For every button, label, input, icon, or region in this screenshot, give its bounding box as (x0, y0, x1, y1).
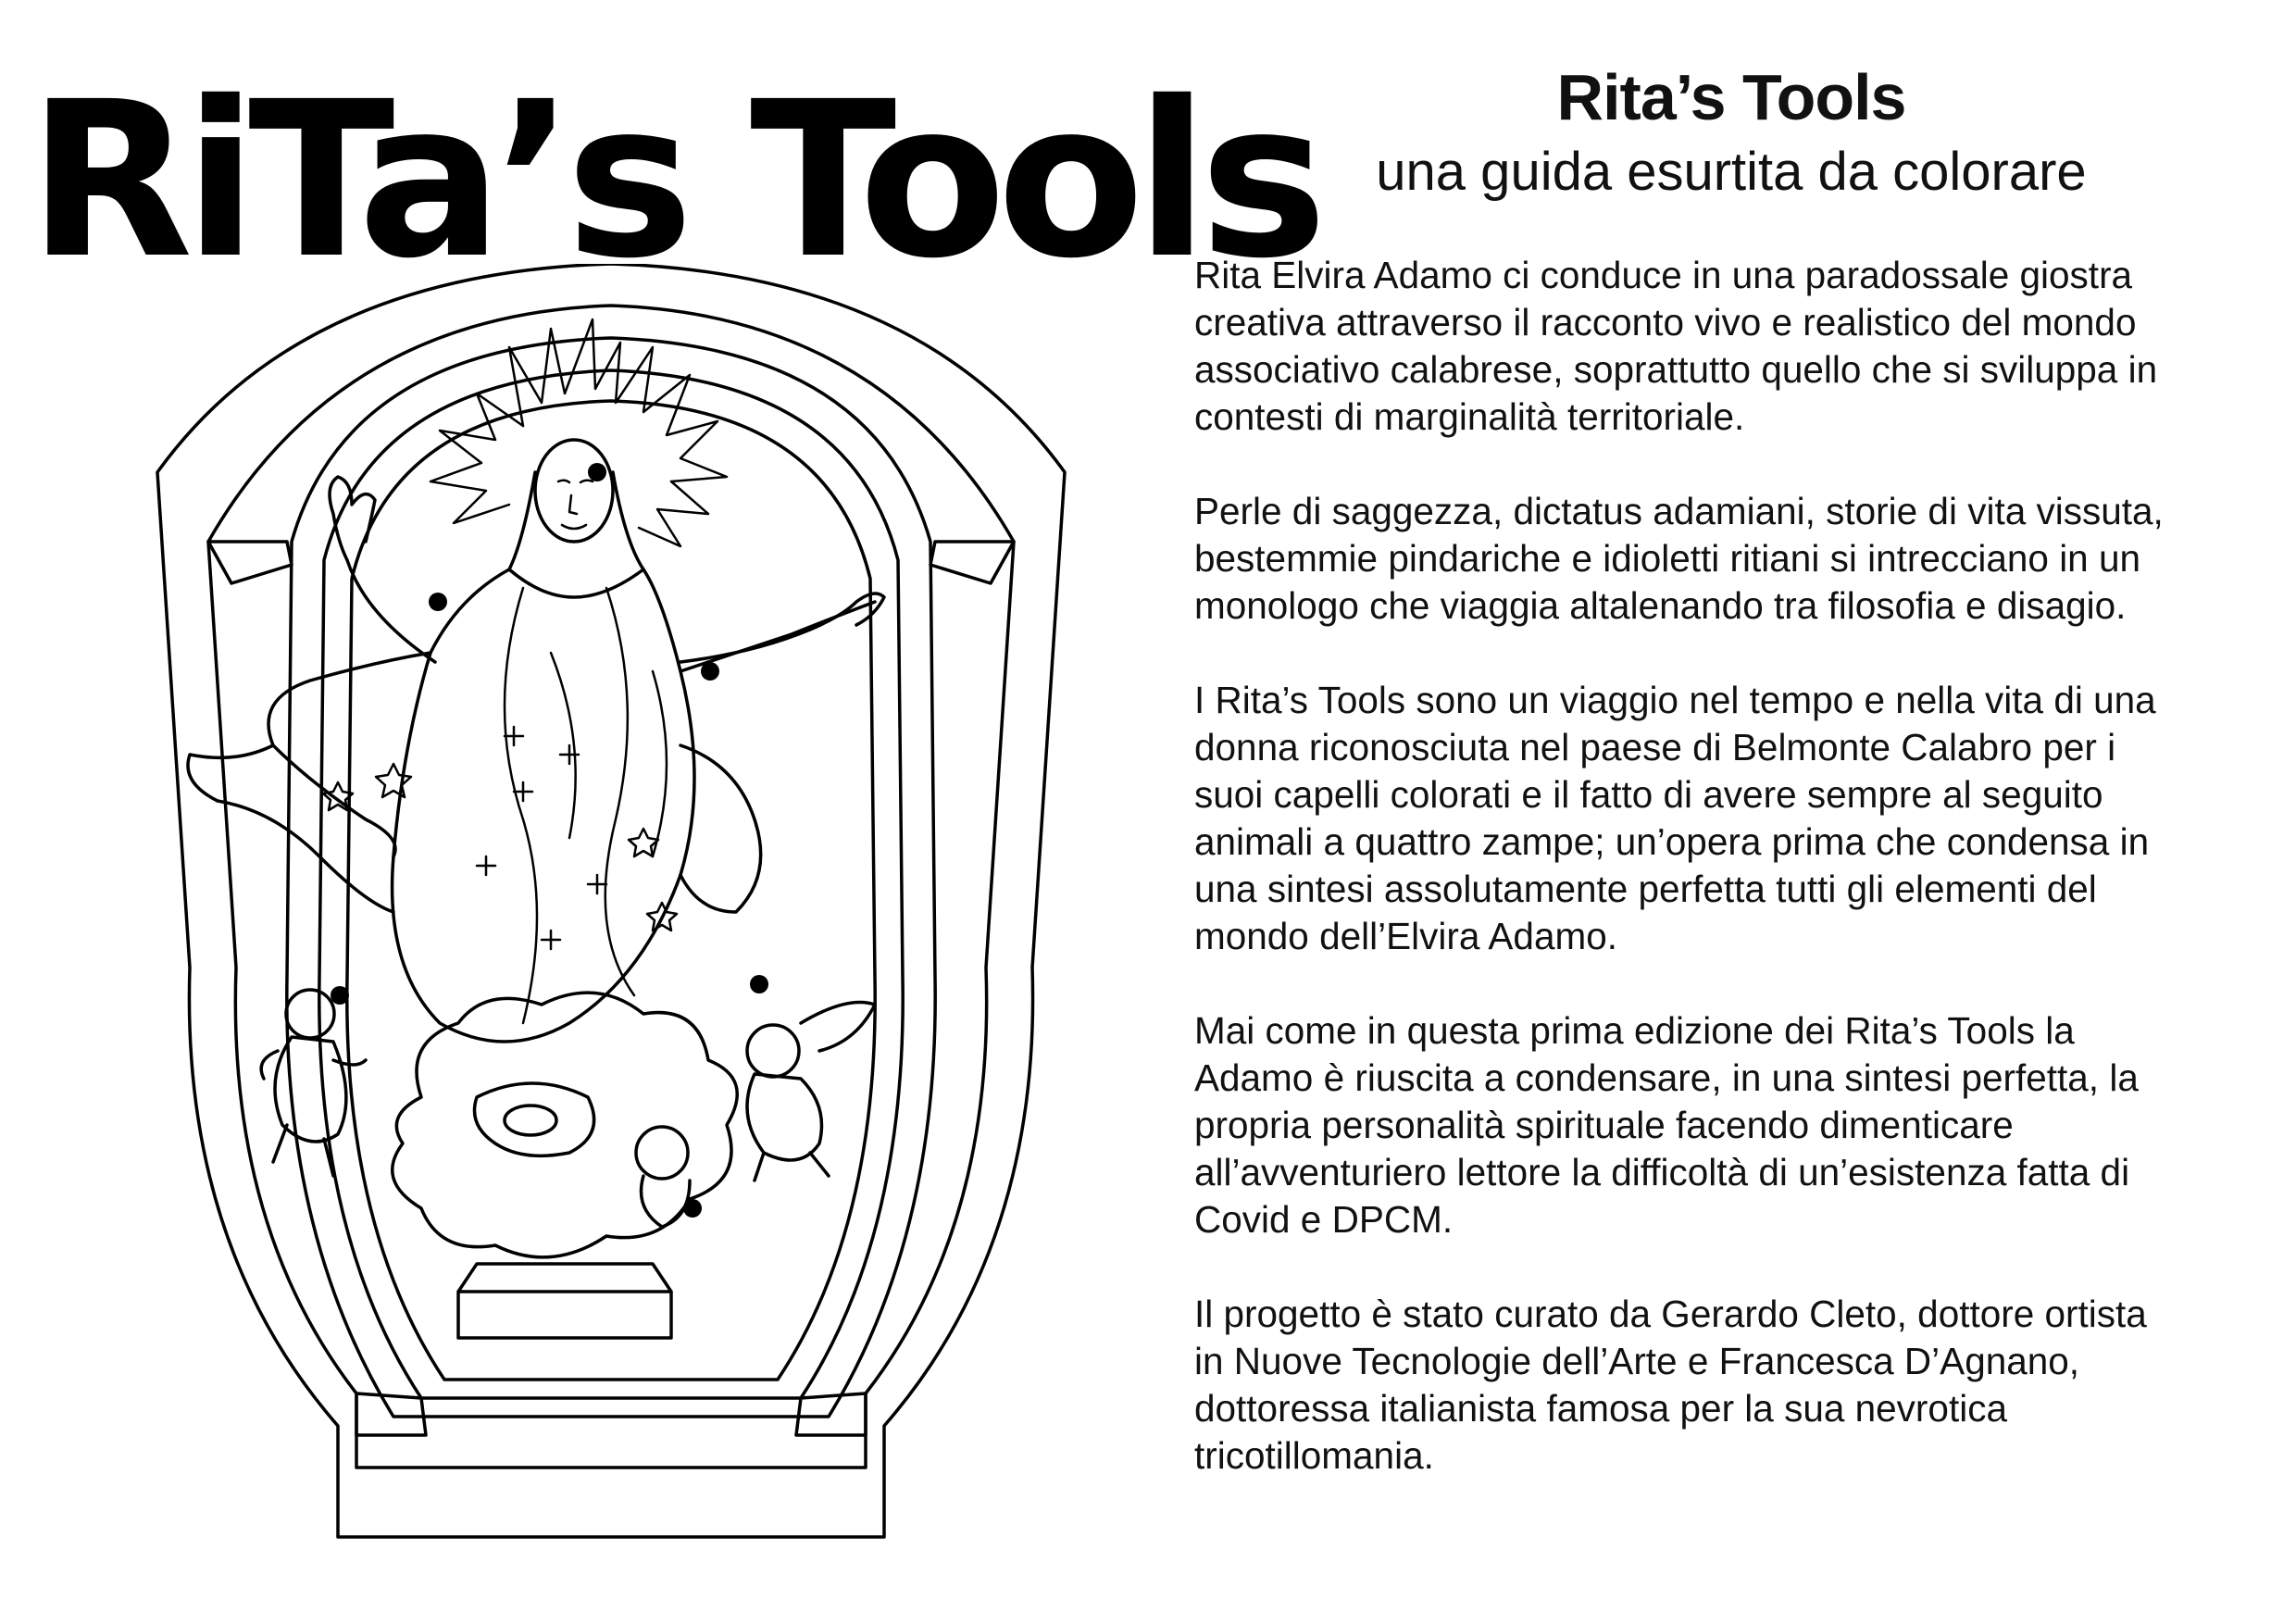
robe-stars (323, 727, 677, 949)
description-column (1194, 56, 2268, 1527)
paragraph: Rita Elvira Adamo ci conduce in una paradossale giostra creativa attraverso il racconto vivo e realistico del mondo associativo calabrese, soprattutto quello che si sviluppa in contesti di marginalità territoriale. (1194, 254, 2158, 438)
niche-arch-inner (319, 370, 903, 1398)
logo-wordmark: RiTa’s Tools (28, 56, 1318, 306)
niche-arch-core (347, 401, 875, 1380)
paragraph: I Rita’s Tools sono un viaggio nel tempo e nella vita di una donna riconosciuta nel paese di Belmonte Calabro per i suoi capelli colorati e il fatto di avere sempre al seguito animali a quattro zampe; un’opera prima che condensa in una sintesi assolutamente perfetta tutti gli elementi del mondo dell’Elvira Adamo. (1194, 679, 2156, 957)
madonna-head (535, 440, 613, 542)
book-subtitle: una guida esurtita da colorare (1376, 142, 2087, 202)
cloud-base (393, 993, 738, 1257)
cherub-bottom (636, 1127, 690, 1227)
pedestal (458, 1264, 671, 1338)
book-title: Rita’s Tools (1556, 61, 1906, 133)
halo-rays (430, 319, 727, 546)
madonna-right-arm (680, 593, 884, 662)
paragraph: Mai come in questa prima edizione dei Rita’s Tools la Adamo è riuscita a condensare, in una sintesi perfetta, la propria personalità spirituale facendo dimenticare all’avventuriero lettore la difficoltà di un’esistenza fatta di Covid e DPCM. (1194, 1009, 2139, 1241)
outer-frame (157, 264, 1065, 1537)
paragraph: Il progetto è stato curato da Gerardo Cleto, dottore ortista in Nuove Tecnologie dell’Arte e Francesca D’Agnano, dottoressa italianista famosa per la sua nevrotica tricotillomania. (1194, 1293, 2147, 1477)
paragraph: Perle di saggezza, dictatus adamiani, storie di vita vissuta, bestemmie pindariche e idioletti ritiani si intrecciano in un monologo che viaggia altalenando tra filosofia e disagio. (1194, 490, 2164, 627)
madonna-robe (393, 569, 694, 1042)
body-text (1194, 252, 2268, 1480)
madonna-niche-illustration (88, 264, 1134, 1551)
cherub-right (747, 1003, 875, 1181)
